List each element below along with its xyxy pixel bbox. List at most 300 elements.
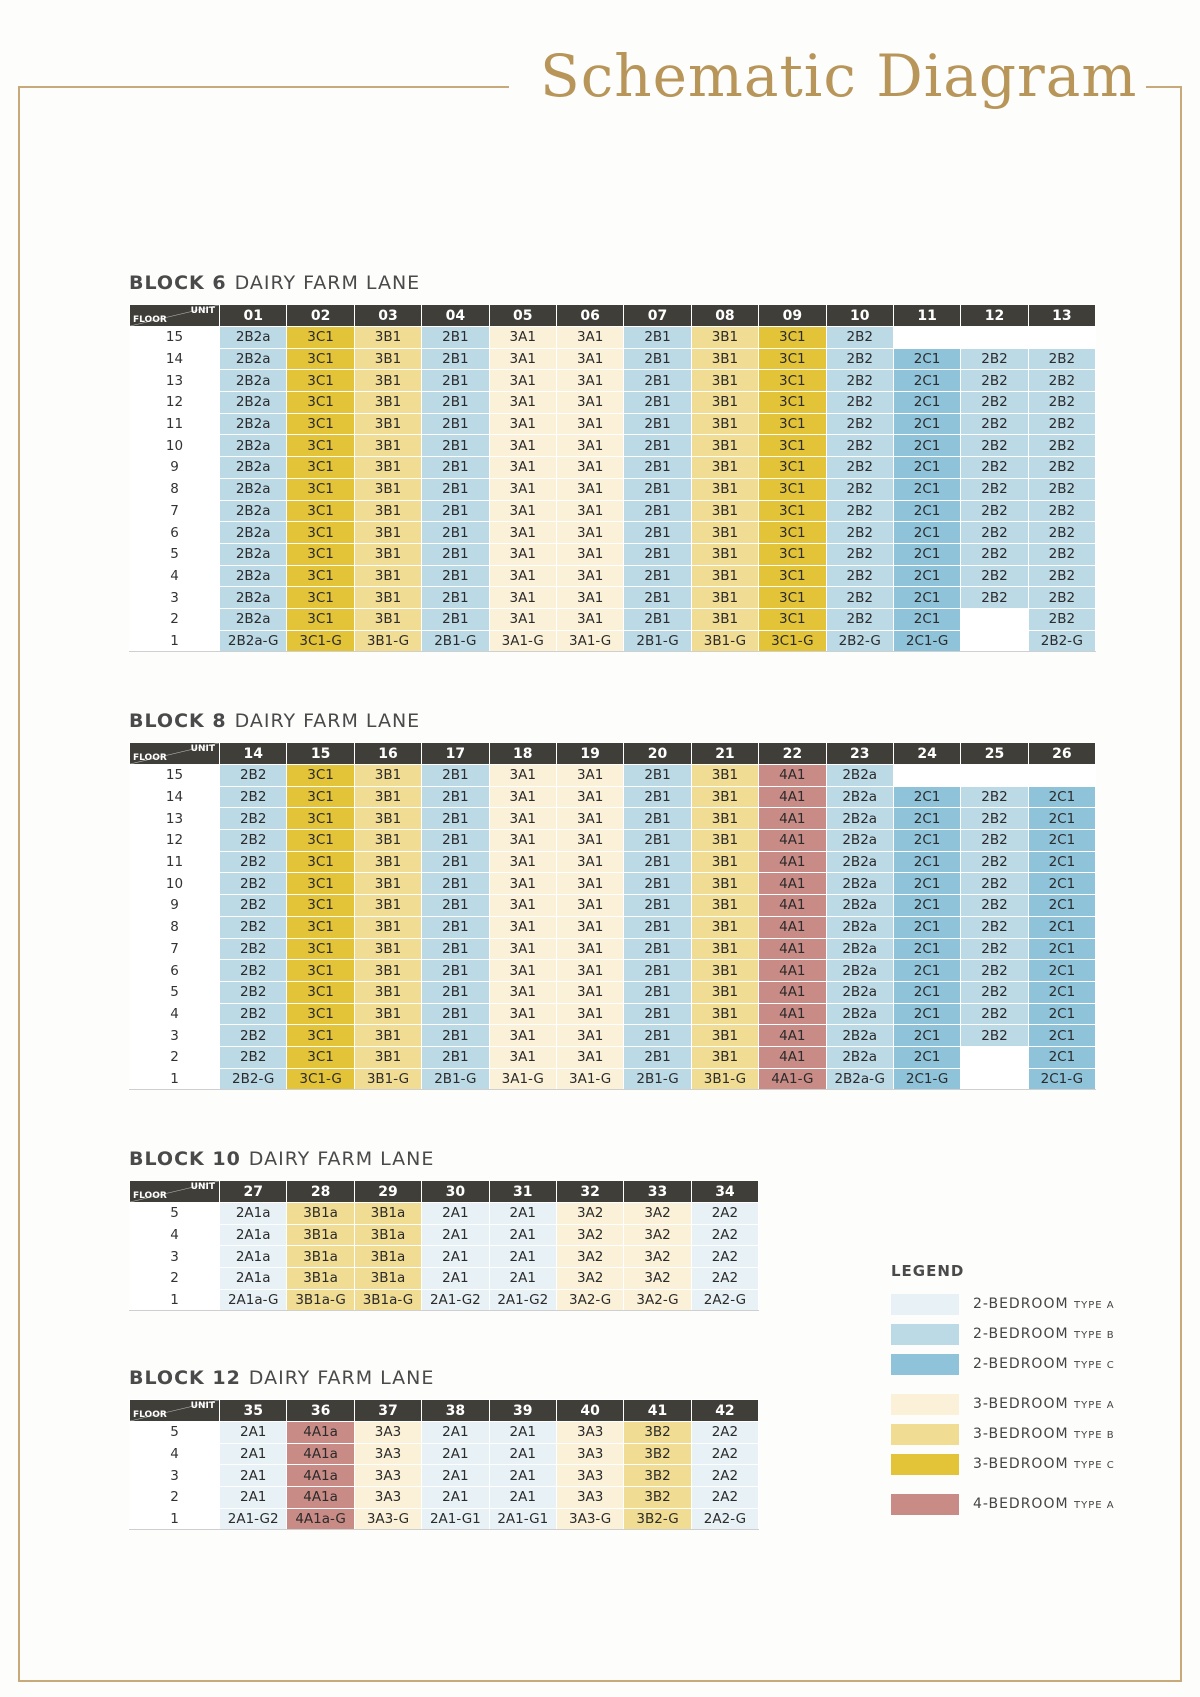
unit-type-cell: 2B2 (1028, 348, 1095, 370)
unit-type-cell: 2B1 (422, 786, 489, 808)
unit-type-cell: 2C1 (893, 1003, 960, 1025)
unit-type-cell: 3A1 (556, 981, 623, 1003)
unit-type-cell: 2B1-G (624, 630, 691, 652)
floor-number: 3 (130, 1465, 220, 1487)
unit-type-cell: 3A1 (489, 938, 556, 960)
unit-type-cell: 2B2a (220, 587, 287, 609)
unit-type-cell: 3A1 (556, 938, 623, 960)
unit-type-cell: 3B1 (354, 830, 421, 852)
unit-type-cell: 2B2 (826, 500, 893, 522)
floor-number: 4 (130, 565, 220, 587)
floor-row (130, 916, 1096, 938)
floor-row (130, 327, 1096, 349)
unit-type-cell: 2B2 (826, 587, 893, 609)
unit-header-38: 38 (422, 1400, 489, 1422)
unit-type-cell: 3B1 (691, 565, 758, 587)
unit-type-cell: 2B2 (961, 1025, 1028, 1047)
unit-type-cell: 2B2 (961, 522, 1028, 544)
floor-number: 9 (130, 457, 220, 479)
floor-row (130, 522, 1096, 544)
floor-number: 8 (130, 478, 220, 500)
unit-type-cell: 3A1 (556, 765, 623, 787)
floor-row (130, 500, 1096, 522)
unit-type-cell: 3C1 (287, 938, 354, 960)
unit-type-cell: 2A1a (220, 1224, 287, 1246)
unit-type-cell: 2C1 (1028, 1003, 1095, 1025)
floor-row (130, 565, 1096, 587)
unit-type-cell: 2C1 (893, 392, 960, 414)
unit-type-cell: 2B1-G (422, 630, 489, 652)
block-number: BLOCK 6 (129, 272, 227, 294)
unit-type-cell: 3A1 (556, 916, 623, 938)
unit-type-cell: 3B1 (354, 587, 421, 609)
unit-type-cell: 2B2a (220, 500, 287, 522)
floor-number: 2 (130, 1268, 220, 1290)
schedule-table (129, 742, 1096, 1090)
unit-type-cell: 3B1 (354, 873, 421, 895)
unit-type-cell: 2B2 (961, 457, 1028, 479)
unit-type-cell: 2A1-G2 (220, 1508, 287, 1530)
unit-header-18: 18 (489, 743, 556, 765)
unit-type-cell: 2B2 (961, 587, 1028, 609)
unit-type-cell: 3B1 (691, 327, 758, 349)
unit-type-cell: 2C1 (893, 543, 960, 565)
unit-type-cell: 2B2 (826, 370, 893, 392)
unit-type-cell: 2B2 (961, 873, 1028, 895)
unit-type-cell: 2B2 (961, 981, 1028, 1003)
unit-type-cell: 2B2 (220, 938, 287, 960)
floor-label: FLOOR (133, 1191, 167, 1201)
block-street: DAIRY FARM LANE (234, 272, 421, 294)
unit-type-cell: 2B2a (826, 1025, 893, 1047)
unit-type-cell: 3B1 (354, 478, 421, 500)
unit-type-cell: 2B2 (961, 413, 1028, 435)
floor-number: 12 (130, 830, 220, 852)
unit-type-cell: 2B1 (624, 938, 691, 960)
unit-type-cell: 3B1 (691, 765, 758, 787)
unit-type-cell: 3B1 (691, 608, 758, 630)
unit-type-cell: 2B2a (826, 851, 893, 873)
floor-number: 10 (130, 435, 220, 457)
unit-type-cell: 2B2 (1028, 413, 1095, 435)
block-8-section (129, 710, 1096, 1090)
floor-number: 2 (130, 1487, 220, 1509)
unit-type-cell: 2A2 (691, 1224, 758, 1246)
unit-type-cell: 2B2 (826, 327, 893, 349)
unit-type-cell: 4A1 (759, 1003, 826, 1025)
unit-header-25: 25 (961, 743, 1028, 765)
header-row (130, 743, 1096, 765)
unit-type-cell: 2C1 (893, 500, 960, 522)
floor-row (130, 1003, 1096, 1025)
unit-type-cell: 2B1 (624, 565, 691, 587)
floor-row (130, 960, 1096, 982)
unit-type-cell: 3A1 (489, 435, 556, 457)
unit-type-cell: 3C1 (287, 370, 354, 392)
unit-type-cell: 2C1 (1028, 830, 1095, 852)
floor-number: 10 (130, 873, 220, 895)
floor-number: 3 (130, 587, 220, 609)
unit-type-cell: 3A1 (489, 608, 556, 630)
unit-type-cell: 3A1 (556, 608, 623, 630)
unit-type-cell: 2B2 (961, 348, 1028, 370)
legend-label (973, 1356, 1115, 1372)
unit-type-cell: 2C1 (893, 873, 960, 895)
block-10-section (129, 1148, 759, 1311)
unit-type-cell: 4A1 (759, 1046, 826, 1068)
unit-type-cell: 3C1 (287, 348, 354, 370)
schedule-table (129, 304, 1096, 652)
unit-type-cell: 3A2-G (556, 1289, 623, 1311)
unit-type-cell: 2B2 (826, 608, 893, 630)
block-number: BLOCK 8 (129, 710, 227, 732)
unit-type-cell: 2A1-G2 (422, 1289, 489, 1311)
unit-type-cell: 3A1 (489, 327, 556, 349)
unit-type-cell: 3A1 (489, 830, 556, 852)
floor-number: 2 (130, 608, 220, 630)
unit-type-cell: 3C1 (287, 457, 354, 479)
unit-type-cell: 2A1a (220, 1268, 287, 1290)
unit-type-cell: 3B1 (691, 348, 758, 370)
unit-type-cell: 3B1 (354, 1025, 421, 1047)
unit-type-cell: 3A2-G (624, 1289, 691, 1311)
unit-type-cell: 3A2 (624, 1268, 691, 1290)
unit-type-cell: 3B1 (354, 895, 421, 917)
floor-row (130, 830, 1096, 852)
unit-type-cell: 2B2a (220, 608, 287, 630)
legend-item (891, 1394, 1115, 1416)
unit-type-cell: 2B1 (624, 830, 691, 852)
unit-type-cell: 2B1 (624, 851, 691, 873)
unit-type-cell: 3A1 (489, 895, 556, 917)
unit-header-05: 05 (489, 305, 556, 327)
legend-label-type: TYPE C (1074, 1360, 1115, 1371)
unit-type-cell: 2B1-G (422, 1068, 489, 1090)
floor-row (130, 478, 1096, 500)
unit-type-cell: 2B2 (961, 478, 1028, 500)
unit-type-cell: 2B1 (422, 1025, 489, 1047)
unit-type-cell: 3B1-G (691, 630, 758, 652)
unit-type-cell: 2B1 (422, 413, 489, 435)
unit-type-cell: 3B1 (354, 435, 421, 457)
unit-type-cell: 2B1 (624, 478, 691, 500)
unit-type-cell: 2B1 (624, 765, 691, 787)
unit-type-cell: 3A1 (556, 392, 623, 414)
unit-type-cell: 3B1 (691, 873, 758, 895)
legend-label (973, 1426, 1115, 1442)
unit-type-cell: 3C1 (287, 786, 354, 808)
unit-type-cell: 3B2 (624, 1443, 691, 1465)
unit-type-cell: 2B1 (422, 392, 489, 414)
unit-type-cell: 2A1 (422, 1268, 489, 1290)
floor-number: 2 (130, 1046, 220, 1068)
unit-type-cell: 3C1 (287, 522, 354, 544)
unit-type-cell: 3C1 (287, 1046, 354, 1068)
unit-type-cell: 3C1 (287, 765, 354, 787)
unit-type-cell: 2B2 (1028, 392, 1095, 414)
block-street: DAIRY FARM LANE (248, 1148, 435, 1170)
unit-type-cell: 3B2 (624, 1422, 691, 1444)
unit-type-cell: 2B2a (220, 457, 287, 479)
unit-type-cell: 2B1 (624, 916, 691, 938)
unit-type-cell: 3B2 (624, 1465, 691, 1487)
legend-label-main: 3-BEDROOM (973, 1426, 1069, 1442)
unit-type-cell: 2B2 (961, 808, 1028, 830)
unit-type-cell: 3C1 (759, 348, 826, 370)
unit-type-cell: 2A2 (691, 1422, 758, 1444)
floor-number: 5 (130, 1422, 220, 1444)
unit-type-cell: 2A2 (691, 1443, 758, 1465)
unit-type-cell: 2B2a (826, 873, 893, 895)
unit-type-cell: 3A1 (556, 873, 623, 895)
unit-type-cell: 2B2 (1028, 370, 1095, 392)
unit-type-cell: 2A1 (489, 1465, 556, 1487)
unit-type-cell: 2B2-G (826, 630, 893, 652)
unit-type-cell: 2B2a (826, 895, 893, 917)
legend-swatch-3a (891, 1394, 959, 1415)
unit-type-cell: 2B1 (422, 960, 489, 982)
floor-unit-corner (130, 743, 220, 765)
unit-type-cell: 3A1 (489, 413, 556, 435)
floor-row (130, 895, 1096, 917)
unit-header-06: 06 (556, 305, 623, 327)
unit-header-22: 22 (759, 743, 826, 765)
floor-number: 14 (130, 786, 220, 808)
unit-type-cell: 3A1 (556, 587, 623, 609)
legend-items (891, 1294, 1115, 1516)
floor-unit-corner (130, 305, 220, 327)
unit-type-cell: 3A1 (489, 851, 556, 873)
legend-label-main: 2-BEDROOM (973, 1326, 1069, 1342)
unit-type-cell: 3B1 (691, 960, 758, 982)
floor-number: 3 (130, 1025, 220, 1047)
unit-type-cell: 3C1 (287, 392, 354, 414)
unit-type-cell: 3A1 (489, 478, 556, 500)
unit-type-cell: 2B2 (826, 457, 893, 479)
unit-header-13: 13 (1028, 305, 1095, 327)
unit-type-cell: 2C1 (1028, 1025, 1095, 1047)
unit-type-cell: 3C1 (287, 327, 354, 349)
unit-type-cell: 3A1 (489, 1003, 556, 1025)
unit-type-cell: 3A1 (489, 916, 556, 938)
unit-type-cell: 2B1 (624, 608, 691, 630)
unit-type-cell: 3B1 (354, 1003, 421, 1025)
frame-bottom-line (18, 1680, 1182, 1682)
floor-number: 1 (130, 630, 220, 652)
unit-type-cell: 2B1 (422, 370, 489, 392)
floor-row (130, 543, 1096, 565)
unit-type-cell: 3A1 (556, 348, 623, 370)
unit-type-cell: 2B2 (220, 895, 287, 917)
unit-type-cell: 3B1 (691, 370, 758, 392)
unit-type-cell: 3B1 (691, 1025, 758, 1047)
unit-type-cell: 2B1 (624, 895, 691, 917)
unit-header-10: 10 (826, 305, 893, 327)
unit-type-cell: 2B2 (1028, 608, 1095, 630)
floor-row (130, 1422, 759, 1444)
unit-type-cell: 2B2 (1028, 587, 1095, 609)
unit-type-cell: 2B1 (422, 765, 489, 787)
legend-label (973, 1296, 1115, 1312)
unit-type-cell: 3B1-G (691, 1068, 758, 1090)
header-row (130, 1181, 759, 1203)
unit-type-cell: 2B1 (624, 1025, 691, 1047)
unit-header-02: 02 (287, 305, 354, 327)
unit-type-cell: 2C1 (1028, 916, 1095, 938)
unit-type-cell: 2C1 (1028, 1046, 1095, 1068)
unit-type-cell: 3A1 (556, 895, 623, 917)
floor-row (130, 938, 1096, 960)
frame-right-line (1180, 86, 1182, 1682)
unit-type-cell: 3A2 (624, 1203, 691, 1225)
unit-type-cell: 3B1 (354, 981, 421, 1003)
unit-type-cell: 2A1 (422, 1487, 489, 1509)
unit-type-cell: 2B1 (422, 981, 489, 1003)
unit-header-09: 09 (759, 305, 826, 327)
unit-type-cell: 2B2 (1028, 435, 1095, 457)
unit-type-cell: 3C1 (287, 435, 354, 457)
unit-type-cell: 2B2 (961, 565, 1028, 587)
unit-type-cell: 2B1 (624, 348, 691, 370)
unit-type-cell: 2B1 (422, 873, 489, 895)
floor-number: 11 (130, 851, 220, 873)
block-6-section (129, 272, 1096, 652)
legend-swatch-2b (891, 1324, 959, 1345)
empty-cell (893, 327, 960, 349)
unit-type-cell: 3B1 (691, 522, 758, 544)
floor-number: 6 (130, 522, 220, 544)
floor-number: 13 (130, 808, 220, 830)
unit-type-cell: 3B2 (624, 1487, 691, 1509)
unit-type-cell: 2B1 (624, 808, 691, 830)
floor-row (130, 370, 1096, 392)
floor-row (130, 1443, 759, 1465)
unit-type-cell: 2C1 (893, 370, 960, 392)
unit-type-cell: 2B2 (826, 522, 893, 544)
unit-type-cell: 3A2 (556, 1268, 623, 1290)
unit-type-cell: 3B1 (691, 1046, 758, 1068)
unit-type-cell: 3A1 (489, 522, 556, 544)
unit-type-cell: 3C1 (287, 981, 354, 1003)
unit-header-42: 42 (691, 1400, 758, 1422)
unit-type-cell: 2B2 (961, 916, 1028, 938)
unit-type-cell: 2B2 (220, 765, 287, 787)
unit-type-cell: 2B2a (826, 960, 893, 982)
unit-type-cell: 3A1 (489, 765, 556, 787)
unit-type-cell: 2B2 (961, 500, 1028, 522)
floor-row (130, 1465, 759, 1487)
unit-type-cell: 4A1 (759, 895, 826, 917)
unit-type-cell: 4A1a (287, 1443, 354, 1465)
unit-type-cell: 3B1 (691, 500, 758, 522)
unit-type-cell: 3C1 (287, 895, 354, 917)
unit-type-cell: 3B1a (287, 1203, 354, 1225)
floor-number: 13 (130, 370, 220, 392)
unit-type-cell: 2B2-G (220, 1068, 287, 1090)
floor-number: 8 (130, 916, 220, 938)
unit-type-cell: 2B1 (624, 457, 691, 479)
floor-label: FLOOR (133, 753, 167, 763)
unit-type-cell: 2B2 (961, 435, 1028, 457)
unit-type-cell: 2B1 (422, 435, 489, 457)
unit-type-cell: 2B2 (961, 960, 1028, 982)
floor-number: 7 (130, 938, 220, 960)
floor-number: 4 (130, 1443, 220, 1465)
unit-header-04: 04 (422, 305, 489, 327)
floor-row (130, 1246, 759, 1268)
unit-type-cell: 2B2 (220, 981, 287, 1003)
unit-type-cell: 3B1 (691, 543, 758, 565)
legend-item (891, 1354, 1115, 1376)
unit-type-cell: 3B1 (354, 938, 421, 960)
empty-cell (961, 327, 1028, 349)
unit-type-cell: 3A1 (489, 392, 556, 414)
unit-type-cell: 3C1-G (287, 630, 354, 652)
unit-label: UNIT (190, 1182, 215, 1192)
unit-type-cell: 2B2 (220, 830, 287, 852)
unit-type-cell: 2B2 (220, 916, 287, 938)
unit-type-cell: 2A2-G (691, 1508, 758, 1530)
unit-type-cell: 3A1-G (489, 1068, 556, 1090)
unit-type-cell: 3C1 (287, 478, 354, 500)
legend-label-type: TYPE B (1074, 1330, 1115, 1341)
legend-label-type: TYPE A (1074, 1400, 1115, 1411)
unit-type-cell: 3B1 (691, 808, 758, 830)
unit-type-cell: 3C1 (287, 830, 354, 852)
unit-type-cell: 2B2 (826, 435, 893, 457)
page-title: Schematic Diagram (540, 42, 1138, 110)
unit-type-cell: 3B1 (691, 1003, 758, 1025)
unit-type-cell: 2B1 (422, 478, 489, 500)
unit-header-14: 14 (220, 743, 287, 765)
unit-type-cell: 3B1a (354, 1268, 421, 1290)
unit-type-cell: 2B2a (826, 765, 893, 787)
floor-row (130, 435, 1096, 457)
unit-type-cell: 4A1 (759, 765, 826, 787)
unit-type-cell: 2B2a-G (220, 630, 287, 652)
unit-type-cell: 2A1 (220, 1443, 287, 1465)
block-heading (129, 272, 1096, 294)
floor-row (130, 1487, 759, 1509)
unit-type-cell: 3A1 (556, 1025, 623, 1047)
unit-type-cell: 2A1 (489, 1487, 556, 1509)
unit-header-33: 33 (624, 1181, 691, 1203)
unit-type-cell: 2B1 (422, 851, 489, 873)
unit-type-cell: 2C1 (893, 435, 960, 457)
block-heading (129, 1367, 759, 1389)
unit-header-40: 40 (556, 1400, 623, 1422)
unit-type-cell: 2B1 (624, 960, 691, 982)
unit-type-cell: 2A1 (422, 1422, 489, 1444)
empty-cell (1028, 765, 1095, 787)
unit-type-cell: 3B1 (691, 895, 758, 917)
unit-header-20: 20 (624, 743, 691, 765)
unit-type-cell: 2B1 (624, 327, 691, 349)
unit-type-cell: 3B1a (354, 1203, 421, 1225)
floor-number: 12 (130, 392, 220, 414)
unit-type-cell: 2B2 (220, 960, 287, 982)
unit-type-cell: 2A1 (422, 1203, 489, 1225)
unit-type-cell: 2B1 (624, 873, 691, 895)
unit-type-cell: 3A1 (556, 960, 623, 982)
unit-type-cell: 3B1 (354, 500, 421, 522)
unit-type-cell: 4A1 (759, 830, 826, 852)
unit-type-cell: 2B2 (961, 786, 1028, 808)
unit-type-cell: 2A1 (422, 1443, 489, 1465)
unit-type-cell: 2B2 (1028, 500, 1095, 522)
unit-type-cell: 3A1 (489, 587, 556, 609)
unit-type-cell: 2B2 (220, 873, 287, 895)
